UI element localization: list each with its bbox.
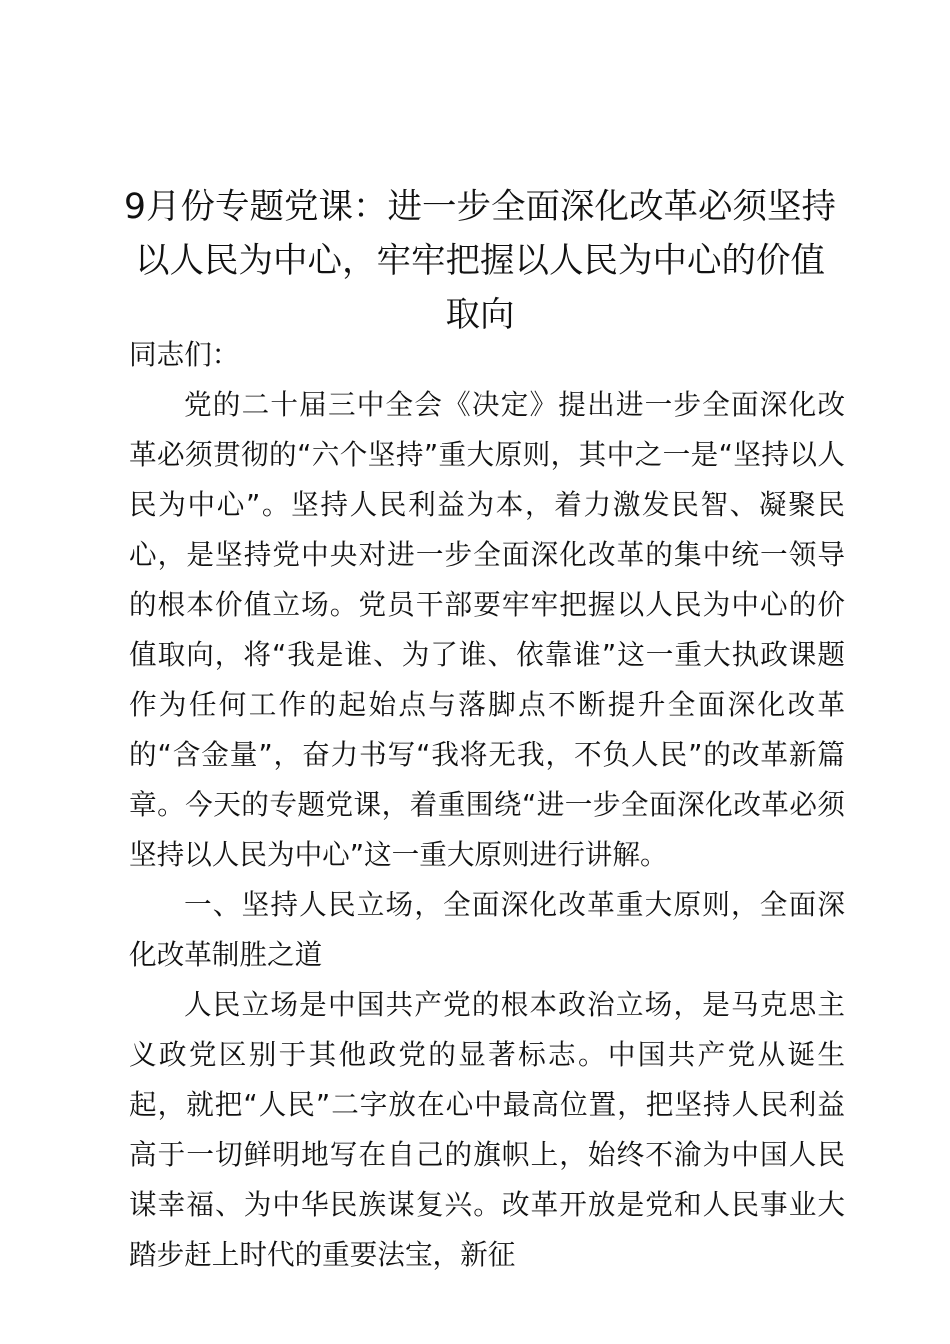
document-body <box>129 330 845 1280</box>
document-title: 9月份专题党课：进一步全面深化改革必须坚持以人民为中心，牢牢把握以人民为中心的价值取向 <box>124 187 836 335</box>
paragraph-section-1: 人民立场是中国共产党的根本政治立场，是马克思主义政党区别于其他政党的显著标志。中国共产党从诞生起，就把“人民”二字放在心中最高位置，把坚持人民利益高于一切鲜明地写在自己的旗帜上，始终不渝为中国人民谋幸福、为中华民族谋复兴。改革开放是党和人民事业大踏步赶上时代的重要法宝，新征 <box>129 988 845 1271</box>
paragraph-intro: 党的二十届三中全会《决定》提出进一步全面深化改革必须贯彻的“六个坚持”重大原则，其中之一是“坚持以人民为中心”。坚持人民利益为本，着力激发民智、凝聚民心，是坚持党中央对进一步全面深化改革的集中统一领导的根本价值立场。党员干部要牢牢把握以人民为中心的价值取向，将“我是谁、为了谁、依靠谁”这一重大执政课题作为任何工作的起始点与落脚点不断提升全面深化改革的“含金量”，奋力书写“我将无我，不负人民”的改革新篇章。今天的专题党课，着重围绕“进一步全面深化改革必须坚持以人民为中心”这一重大原则进行讲解。 <box>129 388 845 871</box>
section-heading-1: 一、坚持人民立场，全面深化改革重大原则，全面深化改革制胜之道 <box>129 888 845 971</box>
salutation: 同志们： <box>129 338 240 371</box>
